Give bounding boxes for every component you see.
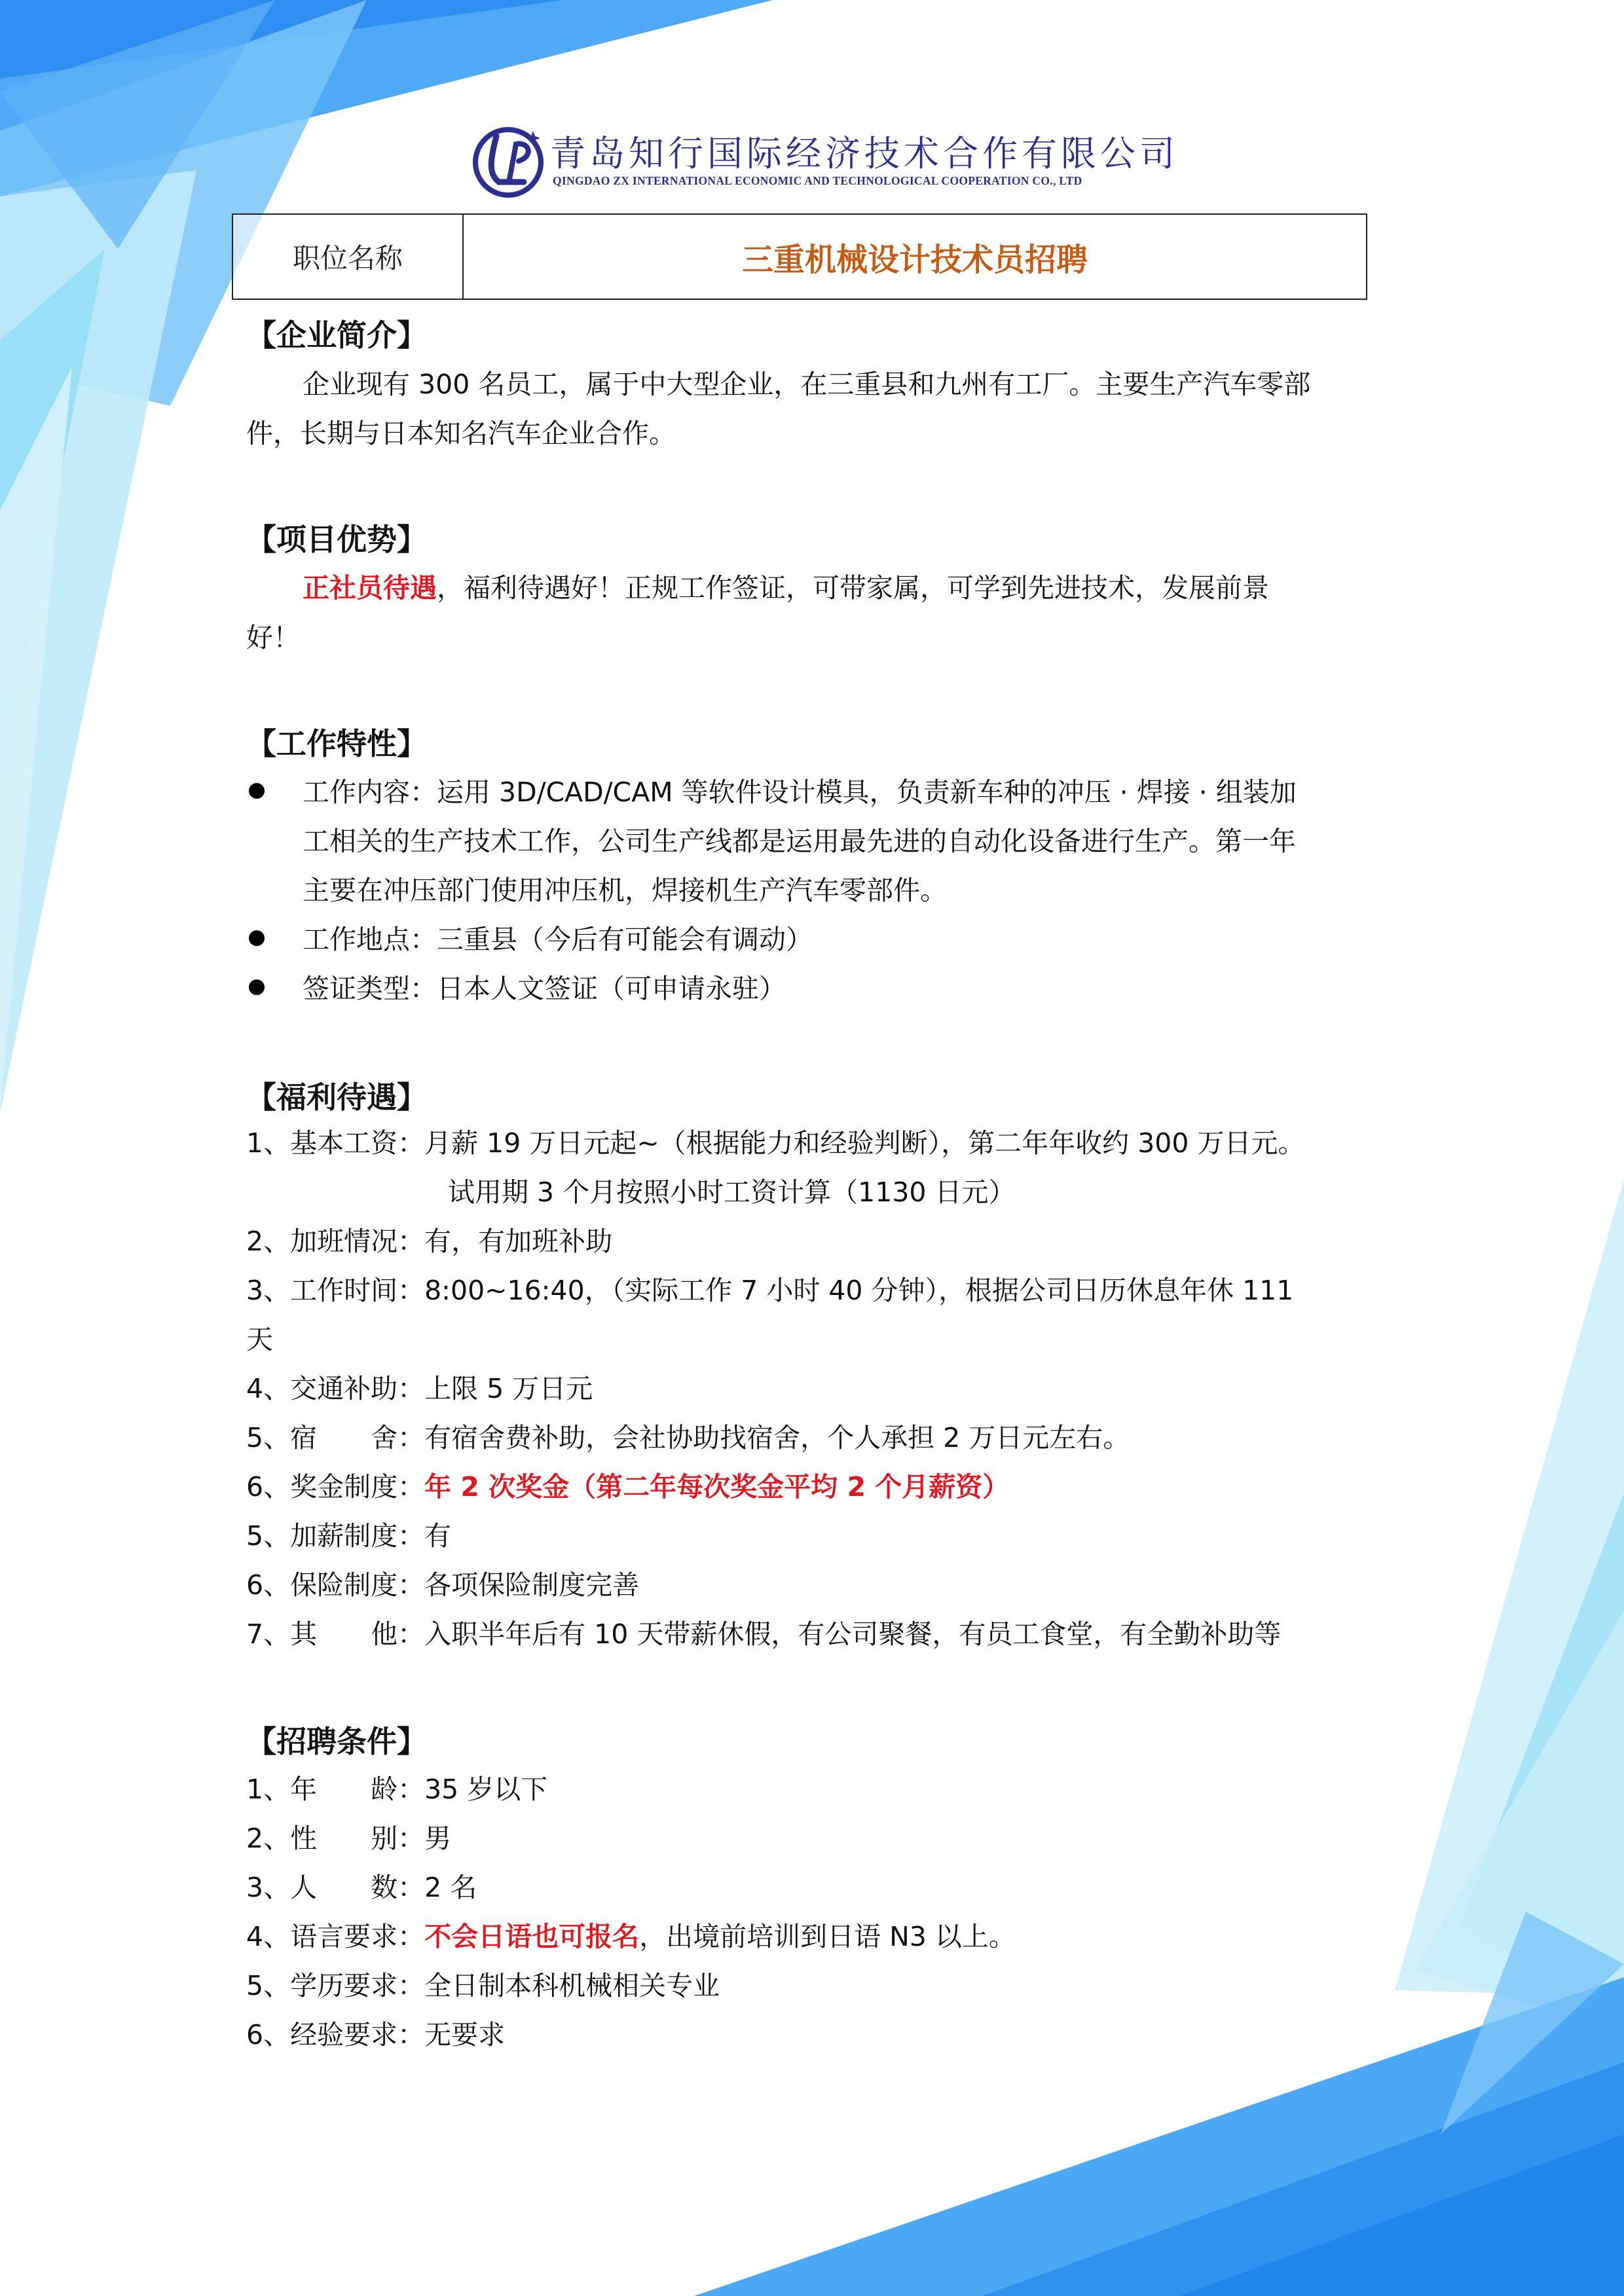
advantage-line-2: 好！	[246, 622, 300, 653]
work-content-line-1: 工作内容：运用 3D/CAD/CAM 等软件设计模具，负责新车种的冲压 · 焊接 · 组装加	[303, 776, 1297, 808]
benefit-salary: 1、基本工资：月薪 19 万日元起~（根据能力和经验判断），第二年年收约 300 万日元。	[246, 1127, 1305, 1159]
benefit-hours: 3、工作时间：8:00~16:40，（实际工作 7 小时 40 分钟），根据公司日历休息年休 111	[246, 1275, 1294, 1306]
work-content-line-2: 工相关的生产技术工作，公司生产线都是运用最先进的自动化设备进行生产。第一年	[303, 826, 1296, 857]
bullet-icon	[249, 930, 265, 946]
benefit-insurance: 6、保险制度：各项保险制度完善	[246, 1569, 640, 1601]
work-content-line-3: 主要在冲压部门使用冲压机，焊接机生产汽车零部件。	[303, 875, 947, 906]
section-heading-intro: 【企业简介】	[246, 318, 427, 353]
section-heading-benefits: 【福利待遇】	[246, 1080, 427, 1115]
benefit-salary-trial: 试用期 3 个月按照小时工资计算（1130 日元）	[448, 1176, 1016, 1208]
benefit-bonus-label: 6、奖金制度：	[246, 1471, 425, 1503]
requirement-experience: 6、经验要求：无要求	[246, 2019, 506, 2050]
position-title: 三重机械设计技术员招聘	[741, 241, 1088, 278]
position-title-table	[232, 213, 1367, 300]
company-logo	[470, 122, 1179, 200]
work-location: 工作地点：三重县（今后有可能会有调动）	[303, 924, 813, 955]
requirement-age: 1、年 龄：35 岁以下	[246, 1774, 548, 1805]
section-heading-advantage: 【项目优势】	[246, 522, 427, 557]
company-name-en: QINGDAO ZX INTERNATIONAL ECONOMIC AND TECHNOLOGICAL COOPERATION CO., LTD	[553, 174, 1082, 187]
company-name-cn: 青岛知行国际经济技术合作有限公司	[550, 133, 1179, 174]
requirement-language-label: 4、语言要求：	[246, 1921, 425, 1952]
bullet-icon	[249, 979, 265, 995]
section-heading-requirements: 【招聘条件】	[246, 1724, 427, 1759]
benefit-bonus-value: 年 2 次奖金（第二年每次奖金平均 2 个月薪资）	[424, 1471, 1010, 1503]
bullet-icon	[249, 783, 265, 799]
position-label: 职位名称	[233, 215, 464, 299]
requirement-language	[246, 1923, 1016, 1950]
advantage-line-1	[303, 572, 1269, 604]
intro-line-1: 企业现有 300 名员工，属于中大型企业，在三重县和九州有工厂。主要生产汽车零部	[303, 369, 1311, 400]
benefit-other: 7、其 他：入职半年后有 10 天带薪休假，有公司聚餐，有员工食堂，有全勤补助等	[246, 1618, 1282, 1650]
requirement-gender: 2、性 别：男	[246, 1823, 452, 1854]
advantage-highlight: 正社员待遇	[303, 572, 437, 604]
requirement-education: 5、学历要求：全日制本科机械相关专业	[246, 1970, 720, 2001]
benefit-dorm: 5、宿 舍：有宿舍费补助，会社协助找宿舍，个人承担 2 万日元左右。	[246, 1422, 1130, 1453]
advantage-text: ，福利待遇好！正规工作签证，可带家属，可学到先进技术，发展前景	[437, 572, 1269, 604]
requirement-language-highlight: 不会日语也可报名	[424, 1921, 640, 1952]
work-visa: 签证类型：日本人文签证（可申请永驻）	[303, 973, 786, 1004]
benefit-transport: 4、交通补助：上限 5 万日元	[246, 1373, 593, 1404]
requirement-language-rest: ，出境前培训到日语 N3 以上。	[639, 1921, 1016, 1952]
benefit-bonus	[246, 1471, 1010, 1503]
benefit-hours-cont: 天	[246, 1324, 273, 1355]
section-heading-work: 【工作特性】	[246, 726, 427, 761]
benefit-raise: 5、加薪制度：有	[246, 1520, 452, 1552]
company-logo-mark-icon	[470, 122, 547, 199]
intro-line-2: 件，长期与日本知名汽车企业合作。	[246, 418, 676, 449]
requirement-count: 3、人 数：2 名	[246, 1872, 477, 1903]
benefit-overtime: 2、加班情况：有，有加班补助	[246, 1226, 613, 1257]
